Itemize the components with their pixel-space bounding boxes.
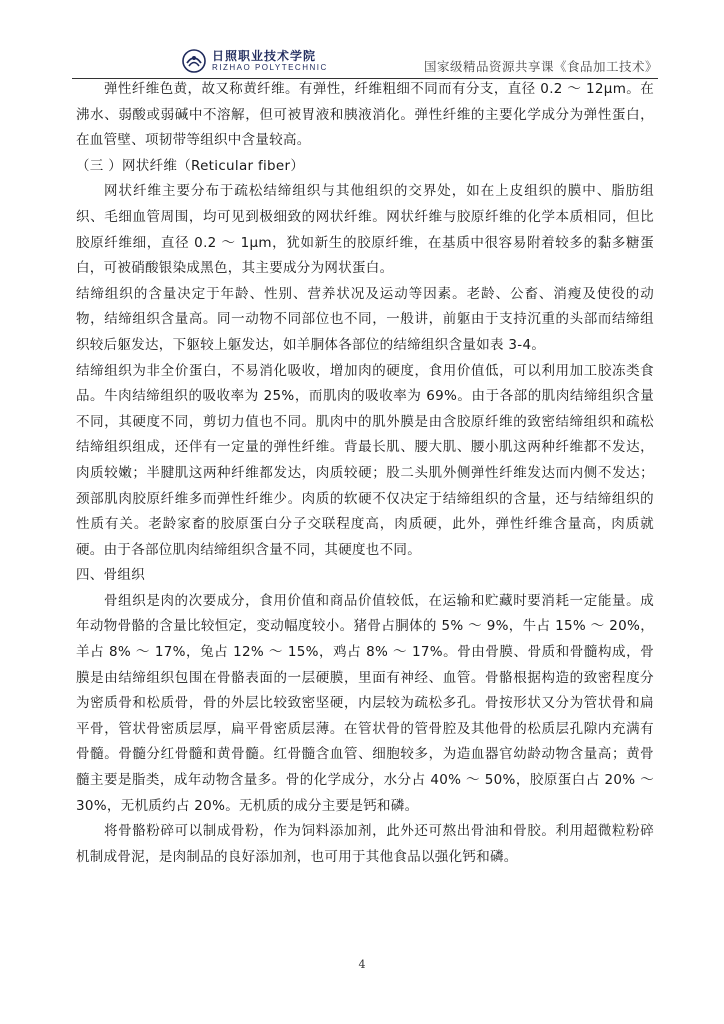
paragraph: （三 ）网状纤维（Reticular fiber） [76, 157, 305, 174]
paragraph: 结缔组织的含量决定于年龄、性别、营养状况及运动等因素。老龄、公畜、消瘦及使役的动物，结缔组织含量高。同一动物不同部位也不同，一般讲，前躯由于支持沉重的头部而结缔组织较后躯发达，下躯较上躯发达，如羊胴体各部位的结缔组织含量如表 3-4。 [76, 285, 654, 353]
paragraph: 网状纤维主要分布于疏松结缔组织与其他组织的交界处，如在上皮组织的膜中、脂肪组织、毛细血管周围，均可见到极细致的网状纤维。网状纤维与胶原纤维的化学本质相同，但比胶原纤维细，直径 0.2 ～ 1μm，犹如新生的胶原纤维，在基质中很容易附着较多的黏多糖蛋白，可被硝酸银染成黑色，其主要成分为网状蛋白。 [76, 183, 654, 277]
paragraph: 弹性纤维色黄，故又称黄纤维。有弹性，纤维粗细不同而有分支，直径 0.2 ～ 12μm。在沸水、弱酸或弱碱中不溶解，但可被胃液和胰液消化。弹性纤维的主要化学成分为弹性蛋白，在血管壁、项韧带等组织中含量较高。 [76, 81, 654, 149]
school-emblem-icon [182, 49, 206, 73]
school-logo [182, 48, 328, 74]
page-body [76, 77, 654, 870]
logo-chinese-name: 日照职业技术学院 [212, 49, 317, 63]
page-number: 4 [358, 958, 366, 971]
paragraph: 将骨骼粉碎可以制成骨粉，作为饲料添加剂，此外还可熬出骨油和骨胶。利用超微粒粉碎机制成骨泥，是肉制品的良好添加剂，也可用于其他食品以强化钙和磷。 [76, 823, 654, 865]
logo-english-name: RIZHAO POLYTECHNIC [212, 63, 328, 72]
course-title: 国家级精品资源共享课《食品加工技术》 [423, 59, 658, 74]
page-header [72, 46, 658, 79]
paragraph: 骨组织是肉的次要成分，食用价值和商品价值较低，在运输和贮藏时要消耗一定能量。成年动物骨骼的含量比较恒定，变动幅度较小。猪骨占胴体的 5% ～ 9%，牛占 15% ～ 20%，羊占 8% ～ 17%，兔占 12% ～ 15%，鸡占 8% ～ 17%。骨由骨膜、骨质和骨髓构成，骨膜是由结缔组织包围在骨骼表面的一层硬膜，里面有神经、血管。骨骼根据构造的致密程度分为密质骨和松质骨，骨的外层比较致密坚硬，内层较为疏松多孔。骨按形状又分为管状骨和扁平骨，管状骨密质层厚，扁平骨密质层薄。在管状骨的管骨腔及其他骨的松质层孔隙内充满有骨髓。骨髓分红骨髓和黄骨髓。红骨髓含血管、细胞较多，为造血器官幼龄动物含量高；黄骨髓主要是脂类，成年动物含量多。骨的化学成分，水分占 40% ～ 50%，胶原蛋白占 20% ～ 30%，无机质约占 20%。无机质的成分主要是钙和磷。 [76, 592, 654, 814]
paragraph: 结缔组织为非全价蛋白，不易消化吸收，增加肉的硬度，食用价值低，可以利用加工胶冻类食品。牛肉结缔组织的吸收率为 25%，而肌肉的吸收率为 69%。由于各部的肌肉结缔组织含量不同，其硬度不同，剪切力值也不同。肌肉中的肌外膜是由含胶原纤维的致密结缔组织和疏松结缔组织组成，还伴有一定量的弹性纤维。背最长肌、腰大肌、腰小肌这两种纤维都不发达，肉质较嫩；半腱肌这两种纤维都发达，肉质较硬；股二头肌外侧弹性纤维发达而内侧不发达；颈部肌肉胶原纤维多而弹性纤维少。肉质的软硬不仅决定于结缔组织的含量，还与结缔组织的性质有关。老龄家畜的胶原蛋白分子交联程度高，肉质硬，此外，弹性纤维含量高，肉质就硬。由于各部位肌肉结缔组织含量不同，其硬度也不同。 [76, 362, 654, 558]
paragraph: 四、骨组织 [76, 567, 145, 584]
